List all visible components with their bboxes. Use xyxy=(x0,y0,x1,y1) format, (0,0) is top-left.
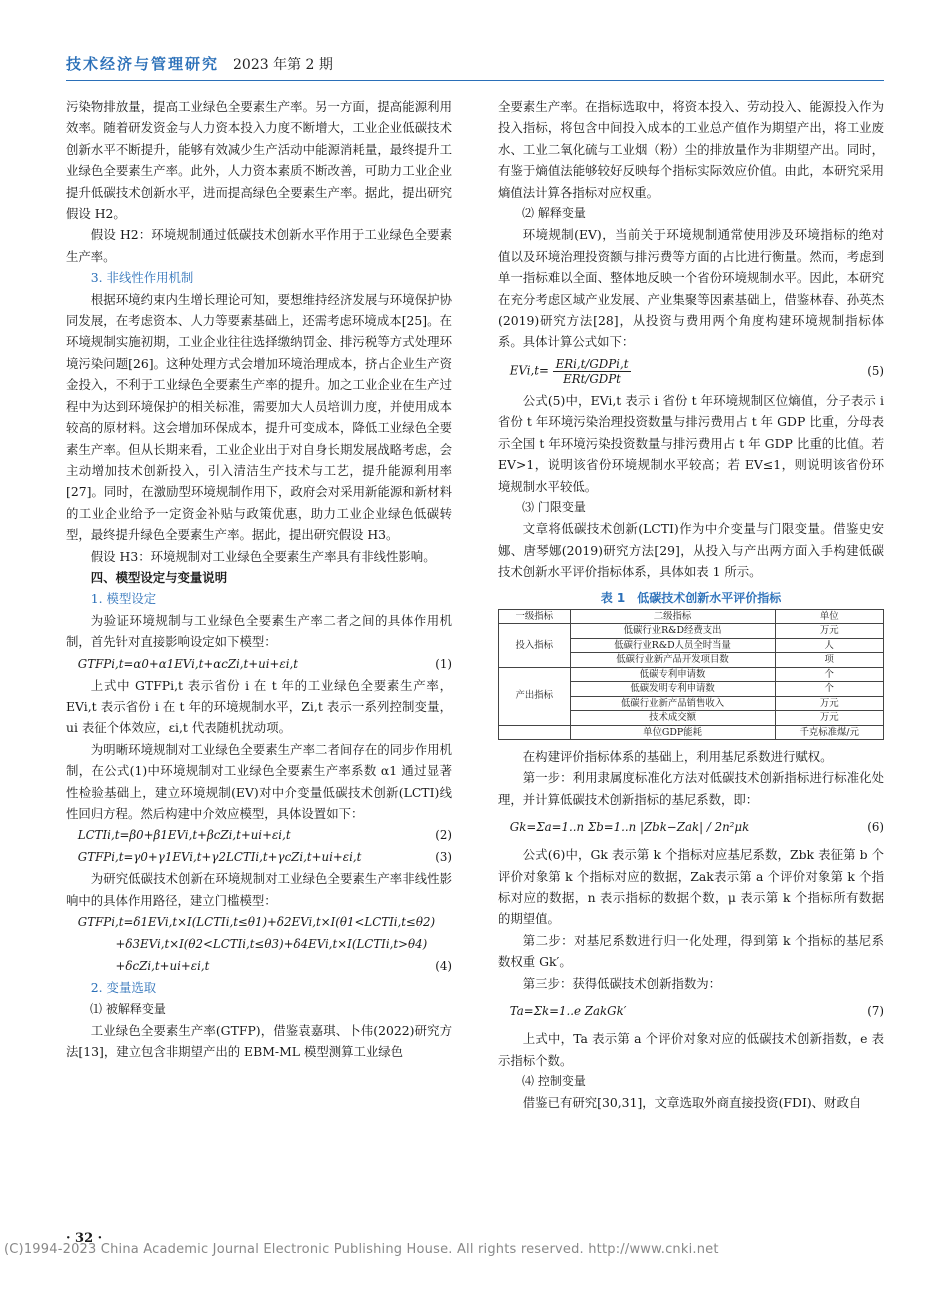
table-header: 二级指标 xyxy=(570,609,775,624)
equation-6: Gk=Σa=1..n Σb=1..n |Zbk−Zak| / 2n²μk (6) xyxy=(509,820,884,835)
paragraph: 在构建评价指标体系的基础上，利用基尼系数进行赋权。 xyxy=(522,749,833,765)
table-cell: 低碳发明专利申请数 xyxy=(570,682,775,697)
section-heading: 四、模型设定与变量说明 xyxy=(90,569,228,585)
table-cell: 单位GDP能耗 xyxy=(570,725,775,740)
table-cell: 低碳行业新产品开发项目数 xyxy=(570,653,775,668)
paragraph: 借鉴已有研究[30,31]，文章选取外商直接投资(FDI)、财政自 xyxy=(522,1095,862,1111)
paragraph: 第一步：利用隶属度标准化方法对低碳技术创新指标进行标准化处理，并计算低碳技术创新指标的基尼系数，即： xyxy=(498,770,884,807)
table-cell: 项 xyxy=(775,653,884,668)
copyright-watermark: (C)1994-2023 China Academic Journal Electronic Publishing House. All rights reserved. http://www.cnki.net xyxy=(4,1242,719,1257)
table-header: 单位 xyxy=(775,609,884,624)
table-cell: 低碳行业R&D经费支出 xyxy=(570,624,775,639)
equation-1: GTFPi,t=α0+α1EVi,t+αcZi,t+ui+εi,t (1) xyxy=(77,656,452,671)
paragraph: 文章将低碳技术创新(LCTI)作为中介变量与门限变量。借鉴史安娜、唐琴娜(2019)研究方法[29]，从投入与产出两方面入手构建低碳技术创新水平评价指标体系，具体如表 1 所示。 xyxy=(498,521,884,580)
page-number: · 32 · xyxy=(66,1231,103,1246)
subsubsection-heading: ⑴ 被解释变量 xyxy=(90,1001,166,1016)
section-heading: 3. 非线性作用机制 xyxy=(90,270,194,286)
subsubsection-heading: ⑷ 控制变量 xyxy=(522,1073,586,1088)
equation-3: GTFPi,t=γ0+γ1EVi,t+γ2LCTIi,t+γcZi,t+ui+εi,t (3) xyxy=(77,850,452,865)
paragraph: 为研究低碳技术创新在环境规制对工业绿色全要素生产率非线性影响中的具体作用路径，建立门槛模型： xyxy=(66,871,452,908)
table-cell: 万元 xyxy=(775,624,884,639)
paragraph: 公式(5)中，EVi,t 表示 i 省份 t 年环境规制区位熵值，分子表示 i 省份 t 年环境污染治理投资数量与排污费用占 t 年 GDP 比重，分母表示全国 t 年环境污染投资数量与排污费用占 t 年 GDP 比重的比值。若 EV>1，说明该省份环境规制水平较高；若 EV≤1，则说明该省份环境规制水平较低。 xyxy=(498,392,884,494)
table-group: 产出指标 xyxy=(499,667,571,725)
paragraph: 环境规制(EV)，当前关于环境规制通常使用涉及环境指标的绝对值以及环境治理投资额与排污费等方面的占比进行衡量。然而，考虑到单一指标难以全面、整体地反映一个省份环境规制水平。因此，本研究在充分考虑区域产业发展、产业集聚等因素基础上，借鉴林春、孙英杰(2019)研究方法[28]，从投资与费用两个角度构建环境规制指标体系。具体计算公式如下： xyxy=(498,227,884,350)
table-cell xyxy=(499,725,571,740)
table-cell: 低碳专利申请数 xyxy=(570,667,775,682)
hypothesis-h3: 假设 H3：环境规制对工业绿色全要素生产率具有非线性影响。 xyxy=(90,548,436,564)
subsection-heading: 1. 模型设定 xyxy=(90,591,157,607)
equation-5: EVi,t= ERi,t/GDPi,t ERt/GDPt (5) xyxy=(509,356,884,386)
indicator-table xyxy=(498,609,884,741)
equation-7: Ta=Σk=1..e ZakGk′ (7) xyxy=(509,1004,884,1019)
paragraph: 全要素生产率。在指标选取中，将资本投入、劳动投入、能源投入作为投入指标，将包含中间投入成本的工业总产值作为期望产出，将工业废水、工业二氧化硫与工业烟（粉）尘的排放量作为非期望产出。同时，有鉴于熵值法能够较好反映每个指标实际效应价值。由此，本研究采用熵值法计算各指标对应权重。 xyxy=(498,99,884,200)
table-cell: 个 xyxy=(775,682,884,697)
journal-issue: 2023 年第 2 期 xyxy=(233,57,333,73)
paragraph: 公式(6)中，Gk 表示第 k 个指标对应基尼系数，Zbk 表征第 b 个评价对象第 k 个指标对应的数据，Zak表示第 a 个评价对象第 k 个指标对应的数据，n 表示指标的数据个数，μ 表示第 k 个指标所有数据的期望值。 xyxy=(498,847,884,927)
equation-4-line-1: GTFPi,t=δ1EVi,t×I(LCTIi,t≤θ1)+δ2EVi,t×I(θ1<LCTIi,t≤θ2) xyxy=(77,915,436,930)
table-cell: 千克标准煤/元 xyxy=(775,725,884,740)
paragraph: 第三步：获得低碳技术创新指数为： xyxy=(522,975,722,991)
paragraph: 根据环境约束内生增长理论可知，要想维持经济发展与环境保护协同发展，在考虑资本、人力等要素基础上，还需考虑环境成本[25]。在环境规制实施初期，工业企业往往选择缴纳罚金、排污税等方式处理环境污染问题[26]。这种处理方式会增加环境治理成本，挤占企业生产资金投入，不利于工业绿色全要素生产率的提升。加之工业企业在生产过程中为达到环境保护的相关标准，需要加大人员培训力度，并使用成本较高的原材料。这会增加环保成本，提升可变成本，降低工业绿色全要素生产率。但从长期来看，工业企业出于对自身长期发展战略考虑，会主动增加技术创新投入，引入清洁生产技术与工艺，提升能源利用率[27]。同时，在激励型环境规制作用下，政府会对采用新能源和新材料的工业企业给予一定资金补贴与政策优惠，助力工业企业绿色低碳转型，最终提升绿色全要素生产率。据此，提出研究假设 H3。 xyxy=(66,291,452,543)
paragraph: 上式中 GTFPi,t 表示省份 i 在 t 年的工业绿色全要素生产率，EVi,t 表示省份 i 在 t 年的环境规制水平，Zi,t 表示一系列控制变量，ui 表征个体效应，εi,t 代表随机扰动项。 xyxy=(66,677,452,736)
paragraph: 为明晰环境规制对工业绿色全要素生产率二者间存在的同步作用机制，在公式(1)中环境规制对工业绿色全要素生产率系数 α1 通过显著性检验基础上，建立环境规制(EV)对中介变量低碳技术创新(LCTI)线性回归方程。然后构建中介效应模型，具体设置如下： xyxy=(66,741,452,821)
table-header: 一级指标 xyxy=(499,609,571,624)
subsubsection-heading: ⑶ 门限变量 xyxy=(522,499,586,514)
table-title: 表 1 低碳技术创新水平评价指标 xyxy=(600,590,782,605)
journal-name: 技术经济与管理研究 xyxy=(66,55,220,73)
paragraph: 为验证环境规制与工业绿色全要素生产率二者之间的具体作用机制，首先针对直接影响设定如下模型： xyxy=(66,612,452,650)
table-cell: 低碳行业新产品销售收入 xyxy=(570,696,775,711)
hypothesis-h2: 假设 H2：环境规制通过低碳技术创新水平作用于工业绿色全要素生产率。 xyxy=(66,227,452,264)
table-cell: 技术成交额 xyxy=(570,711,775,726)
paragraph: 第二步：对基尼系数进行归一化处理，得到第 k 个指标的基尼系数权重 Gk′。 xyxy=(498,932,884,970)
equation-4-line-2: +δ3EVi,t×I(θ2<LCTIi,t≤θ3)+δ4EVi,t×I(LCTIi,t>θ4) xyxy=(115,937,428,952)
table-cell: 万元 xyxy=(775,711,884,726)
table-cell: 万元 xyxy=(775,696,884,711)
table-group: 投入指标 xyxy=(499,624,571,668)
paragraph: 工业绿色全要素生产率(GTFP)，借鉴袁嘉琪、卜伟(2022)研究方法[13]，建立包含非期望产出的 EBM-ML 模型测算工业绿色 xyxy=(66,1023,452,1060)
subsubsection-heading: ⑵ 解释变量 xyxy=(522,206,586,221)
paragraph: 上式中，Ta 表示第 a 个评价对象对应的低碳技术创新指数，e 表示指标个数。 xyxy=(498,1031,884,1068)
subsection-heading: 2. 变量选取 xyxy=(90,980,157,996)
right-column xyxy=(498,96,884,1114)
header-rule xyxy=(66,80,884,81)
paragraph: 污染物排放量，提高工业绿色全要素生产率。另一方面，提高能源利用效率。随着研发资金与人力资本投入力度不断增大，工业企业低碳技术创新水平不断提升，能够有效减少生产活动中能源消耗量，最终提升工业绿色全要素生产率。此外，人力资本素质不断改善，可助力工业企业提升低碳技术创新水平，进而提高绿色全要素生产率。据此，提出研究假设 H2。 xyxy=(66,99,452,222)
table-cell: 低碳行业R&D人员全时当量 xyxy=(570,638,775,653)
journal-header xyxy=(66,53,333,77)
equation-4-line-3: +δcZi,t+ui+εi,t (4) xyxy=(115,959,452,974)
table-cell: 个 xyxy=(775,667,884,682)
left-column xyxy=(66,96,452,1063)
equation-2: LCTIi,t=β0+β1EVi,t+βcZi,t+ui+εi,t (2) xyxy=(77,828,452,843)
table-cell: 人 xyxy=(775,638,884,653)
